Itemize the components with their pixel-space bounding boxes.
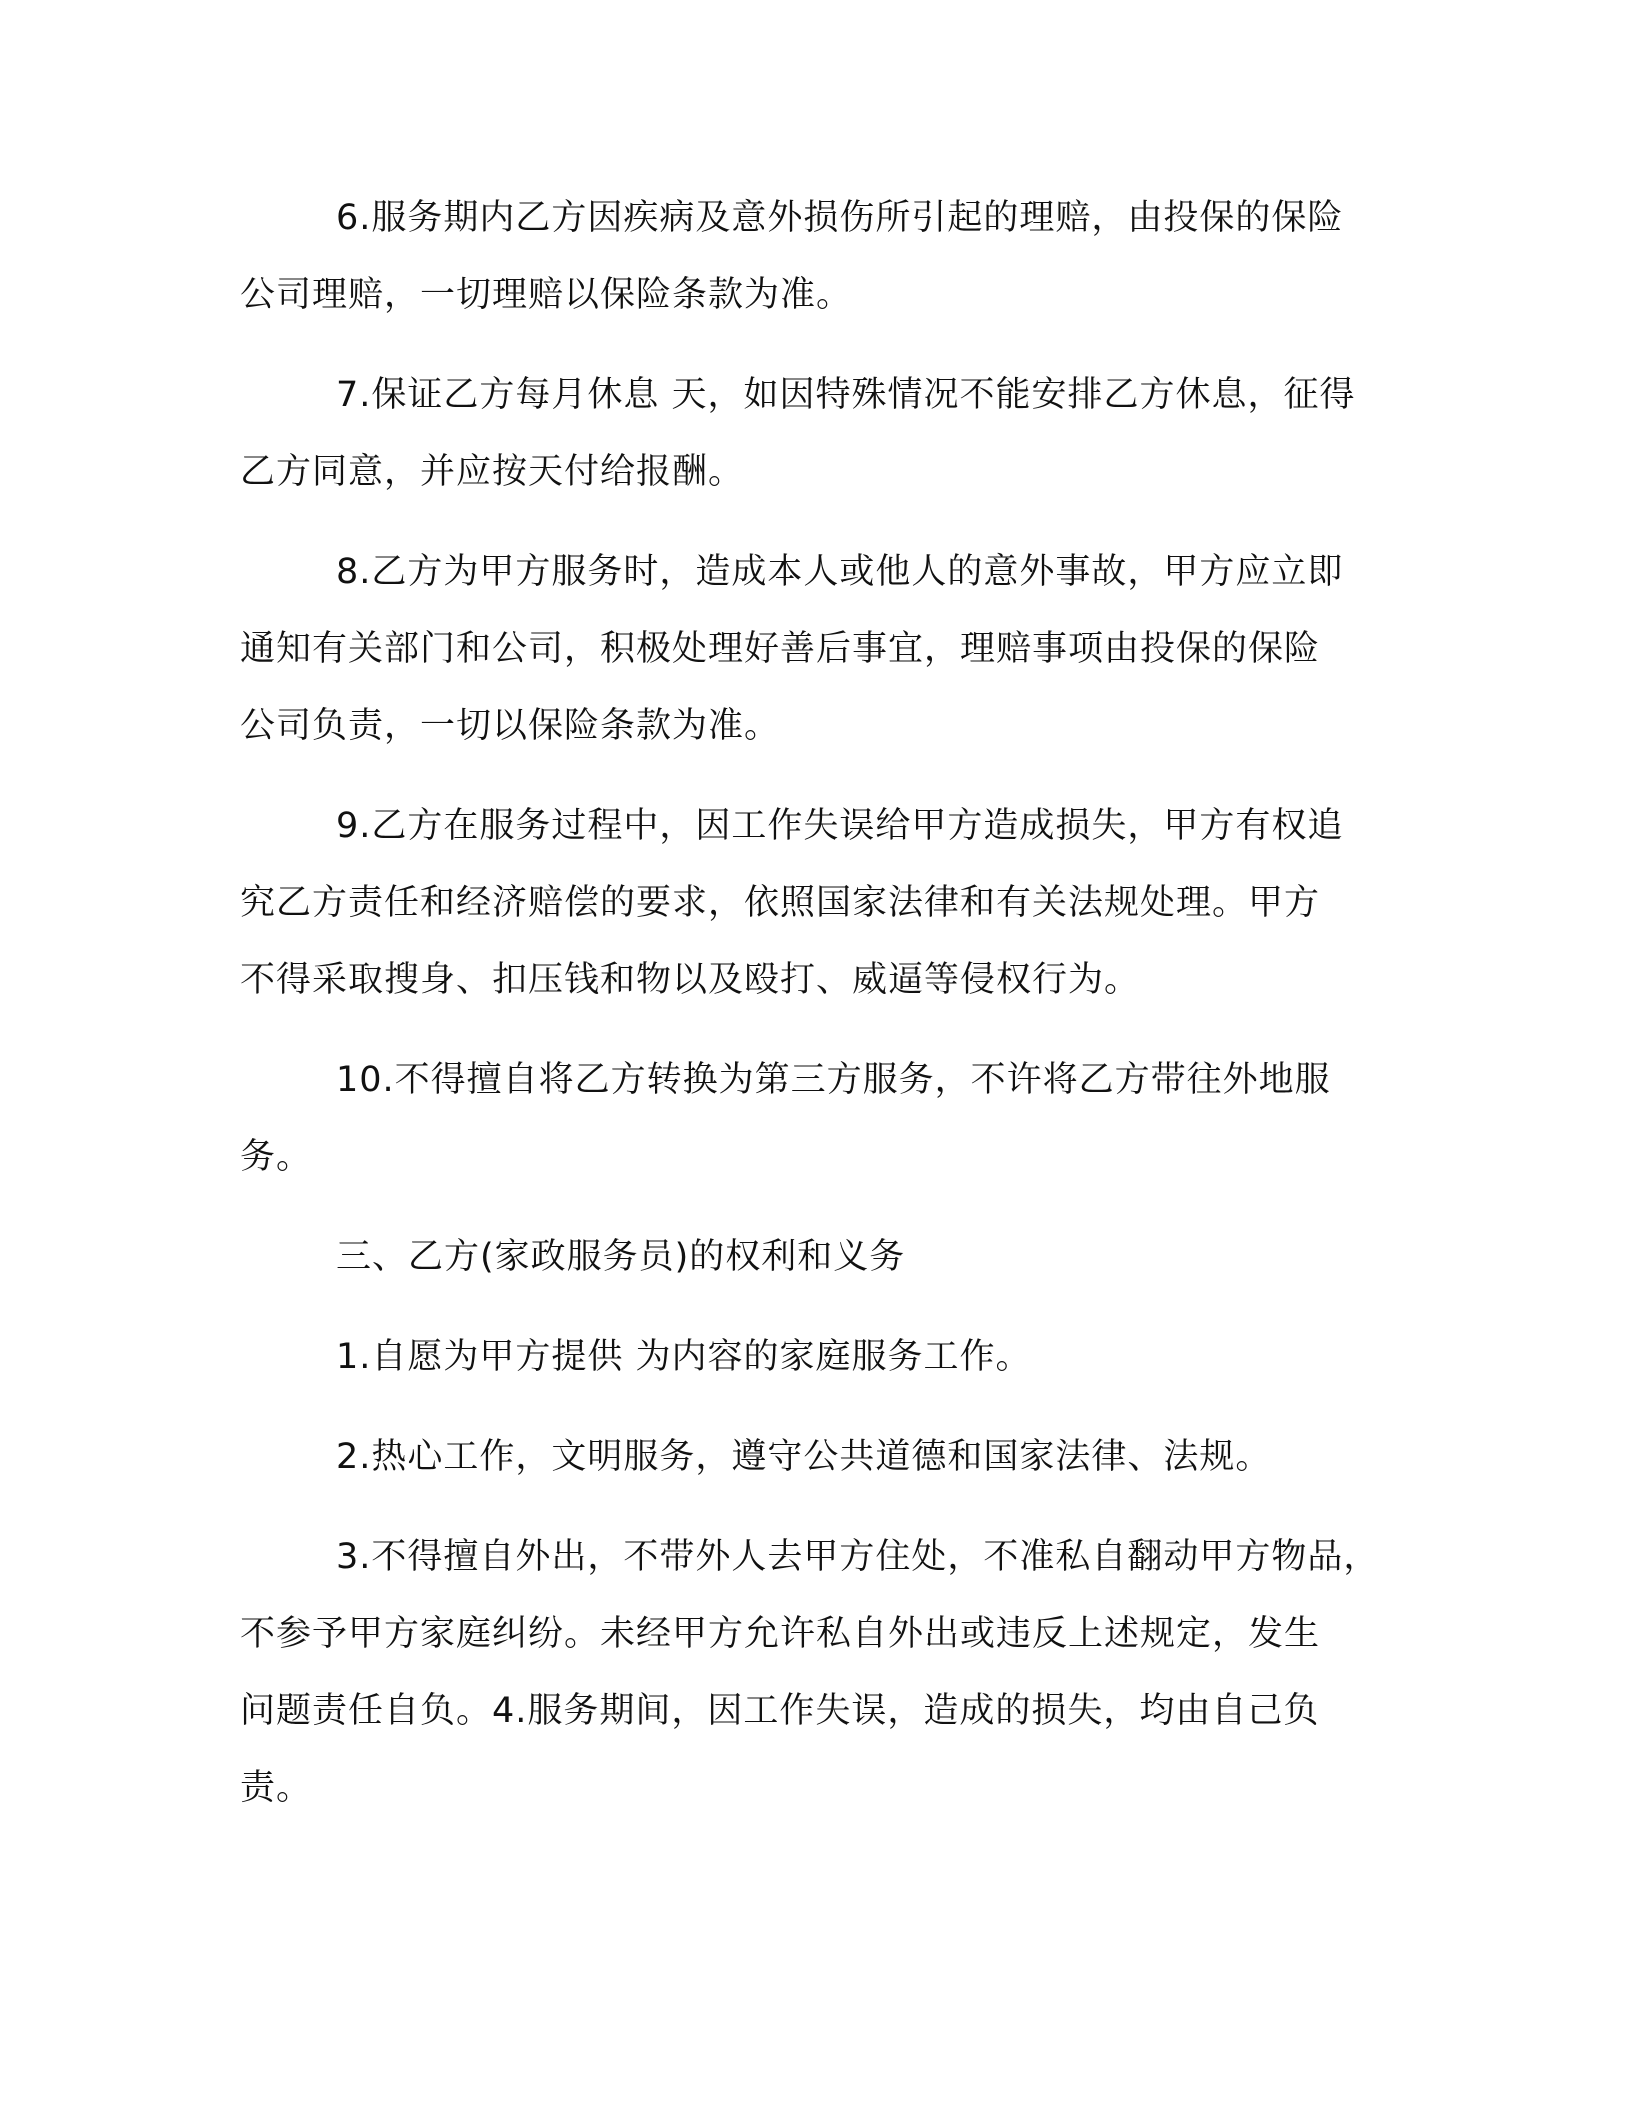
text-line: 问题责任自负。4.服务期间，因工作失误，造成的损失，均由自己负 xyxy=(240,1691,1320,1731)
text-line: 10.不得擅自将乙方转换为第三方服务，不许将乙方带往外地服 xyxy=(336,1060,1331,1100)
text-line: 究乙方责任和经济赔偿的要求，依照国家法律和有关法规处理。甲方 xyxy=(240,883,1321,923)
text-line: 6.服务期内乙方因疾病及意外损伤所引起的理赔，由投保的保险 xyxy=(336,198,1344,238)
clause-9-paragraph xyxy=(240,788,1400,1019)
text-line: 不得采取搜身、扣压钱和物以及殴打、威逼等侵权行为。 xyxy=(240,960,1141,1000)
section-heading-text: 三、乙方(家政服务员)的权利和义务 xyxy=(336,1237,906,1277)
text-line: 3.不得擅自外出，不带外人去甲方住处，不准私自翻动甲方物品， xyxy=(336,1537,1380,1577)
text-line: 9.乙方在服务过程中，因工作失误给甲方造成损失，甲方有权追 xyxy=(336,806,1344,846)
text-line: 7.保证乙方每月休息 天，如因特殊情况不能安排乙方休息，征得 xyxy=(336,375,1356,415)
text-line: 公司理赔，一切理赔以保险条款为准。 xyxy=(240,275,853,315)
duty-1-paragraph xyxy=(240,1319,1400,1396)
text-line: 乙方同意，并应按天付给报酬。 xyxy=(240,452,745,492)
text-line: 8.乙方为甲方服务时，造成本人或他人的意外事故，甲方应立即 xyxy=(336,552,1344,592)
text-line: 通知有关部门和公司，积极处理好善后事宜，理赔事项由投保的保险 xyxy=(240,629,1321,669)
text-line: 2.热心工作，文明服务，遵守公共道德和国家法律、法规。 xyxy=(336,1437,1272,1477)
clause-10-paragraph xyxy=(240,1042,1400,1196)
text-line: 公司负责，一切以保险条款为准。 xyxy=(240,706,781,746)
text-line: 务。 xyxy=(240,1137,313,1177)
document-body xyxy=(240,180,1400,1850)
clause-8-paragraph xyxy=(240,534,1400,765)
text-line: 不参予甲方家庭纠纷。未经甲方允许私自外出或违反上述规定，发生 xyxy=(240,1614,1321,1654)
duty-3-4-paragraph xyxy=(240,1519,1400,1827)
section-heading xyxy=(240,1219,1400,1296)
text-line: 责。 xyxy=(240,1768,313,1808)
duty-2-paragraph xyxy=(240,1419,1400,1496)
clause-7-paragraph xyxy=(240,357,1400,511)
clause-6-paragraph xyxy=(240,180,1400,334)
text-line: 1.自愿为甲方提供 为内容的家庭服务工作。 xyxy=(336,1337,1032,1377)
